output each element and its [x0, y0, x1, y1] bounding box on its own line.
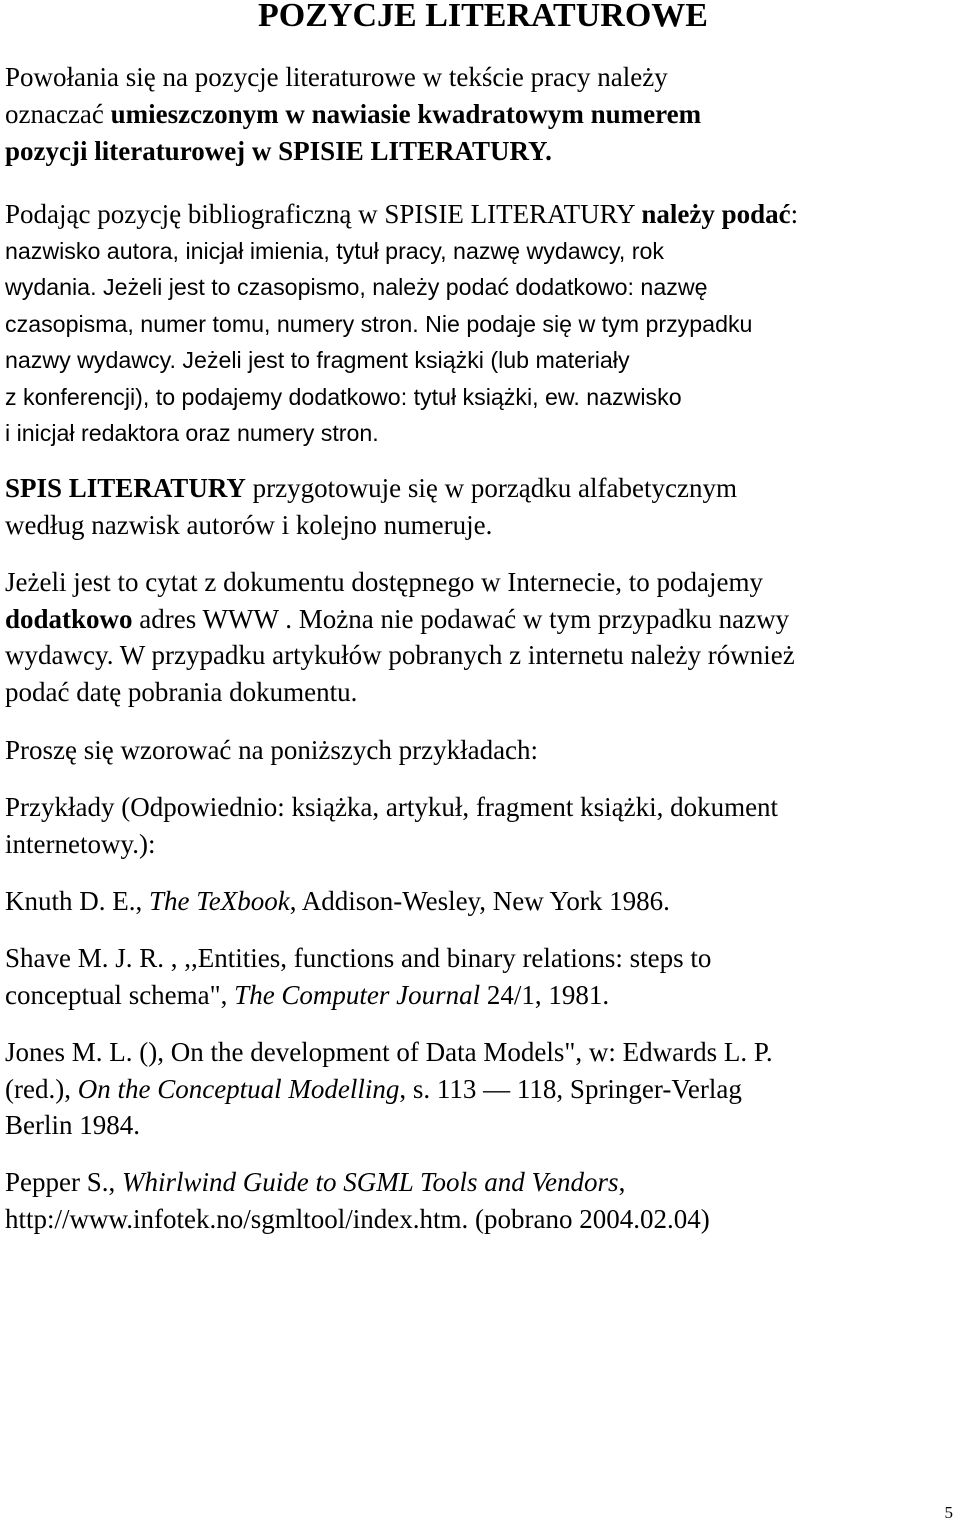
bibliography-line-4: czasopisma, numer tomu, numery stron. Nie podaje się w tym przypadku: [5, 310, 753, 337]
document-title: Whirlwind Guide to SGML Tools and Vendors: [122, 1167, 619, 1197]
internet-line-1: Jeżeli jest to cytat z dokumentu dostępnego w Internecie, to podajemy: [5, 567, 764, 597]
journal-title: The Computer Journal: [234, 979, 481, 1010]
page-title: POZYCJE LITERATUROWE: [258, 0, 708, 34]
page-number: 5: [944, 1503, 953, 1522]
internet-line-4: podać datę pobrania dokumentu.: [5, 676, 358, 707]
reference-jones-line-3: Berlin 1984.: [5, 1110, 140, 1140]
bibliography-line-5: nazwy wydawcy. Jeżeli jest to fragment książki (lub materiały: [5, 347, 630, 373]
reference-knuth: [5, 883, 950, 920]
intro-line-3: pozycji literaturowej w SPISIE LITERATURY.: [5, 136, 552, 166]
internet-line-3: wydawcy. W przypadku artykułów pobranych z internetu należy również: [5, 640, 795, 670]
reference-shave: [5, 940, 950, 1013]
intro-line-1: Powołania się na pozycje literaturowe w tekście pracy należy: [5, 62, 668, 92]
instruction-text: Proszę się wzorować na poniższych przykładach:: [5, 735, 539, 765]
internet-line-2: dodatkowo adres WWW . Można nie podawać w tym przypadku nazwy: [5, 603, 790, 634]
bibliography-line-2: nazwisko autora, inicjał imienia, tytuł pracy, nazwę wydawcy, rok: [5, 237, 664, 264]
spis-paragraph: [5, 470, 950, 543]
reference-shave-line-1: Shave M. J. R. , ,,Entities, functions and binary relations: steps to: [5, 943, 712, 973]
examples-intro-line-1: Przykłady (Odpowiednio: książka, artykuł, fragment książki, dokument: [5, 792, 779, 822]
examples-intro: [5, 789, 950, 862]
reference-pepper: [5, 1164, 950, 1237]
bibliography-line-7: i inicjał redaktora oraz numery stron.: [5, 420, 379, 446]
book-title: On the Conceptual Modelling: [77, 1073, 400, 1104]
intro-line-2: oznaczać umieszczonym w nawiasie kwadratowym numerem: [5, 99, 702, 129]
bibliography-line-1: Podając pozycję bibliograficzną w SPISIE LITERATURY należy podać:: [5, 199, 799, 229]
intro-paragraph: [5, 59, 950, 170]
book-title: The TeXbook: [149, 886, 290, 916]
internet-emphasis: dodatkowo: [5, 603, 133, 634]
reference-jones: [5, 1034, 950, 1144]
instruction-line: [5, 732, 950, 769]
reference-pepper-line-1: Pepper S., Whirlwind Guide to SGML Tools and Vendors,: [5, 1167, 626, 1197]
bibliography-paragraph: [5, 196, 950, 452]
intro-emphasis: umieszczonym w nawiasie kwadratowym numerem: [110, 99, 702, 129]
reference-pepper-line-2: http://www.infotek.no/sgmltool/index.htm. (pobrano 2004.02.04): [5, 1203, 710, 1234]
reference-shave-line-2: conceptual schema", The Computer Journal 24/1, 1981.: [5, 979, 610, 1010]
spis-line-1: SPIS LITERATURY przygotowuje się w porządku alfabetycznym: [5, 473, 737, 503]
bibliography-emphasis: należy podać: [641, 199, 791, 229]
bibliography-line-6: z konferencji), to podajemy dodatkowo: tytuł książki, ew. nazwisko: [5, 383, 682, 410]
reference-jones-line-2: (red.), On the Conceptual Modelling, s. 113 — 118, Springer-Verlag: [5, 1073, 742, 1104]
reference-jones-line-1: Jones M. L. (), On the development of Data Models", w: Edwards L. P.: [5, 1037, 773, 1067]
reference-knuth-line: Knuth D. E., The TeXbook, Addison-Wesley, New York 1986.: [5, 886, 670, 916]
examples-intro-line-2: internetowy.):: [5, 828, 156, 859]
internet-paragraph: [5, 564, 950, 710]
spis-line-2: według nazwisk autorów i kolejno numeruje.: [5, 509, 493, 540]
bibliography-line-3: wydania. Jeżeli jest to czasopismo, należy podać dodatkowo: nazwę: [5, 274, 708, 300]
spis-emphasis: SPIS LITERATURY: [5, 473, 246, 503]
